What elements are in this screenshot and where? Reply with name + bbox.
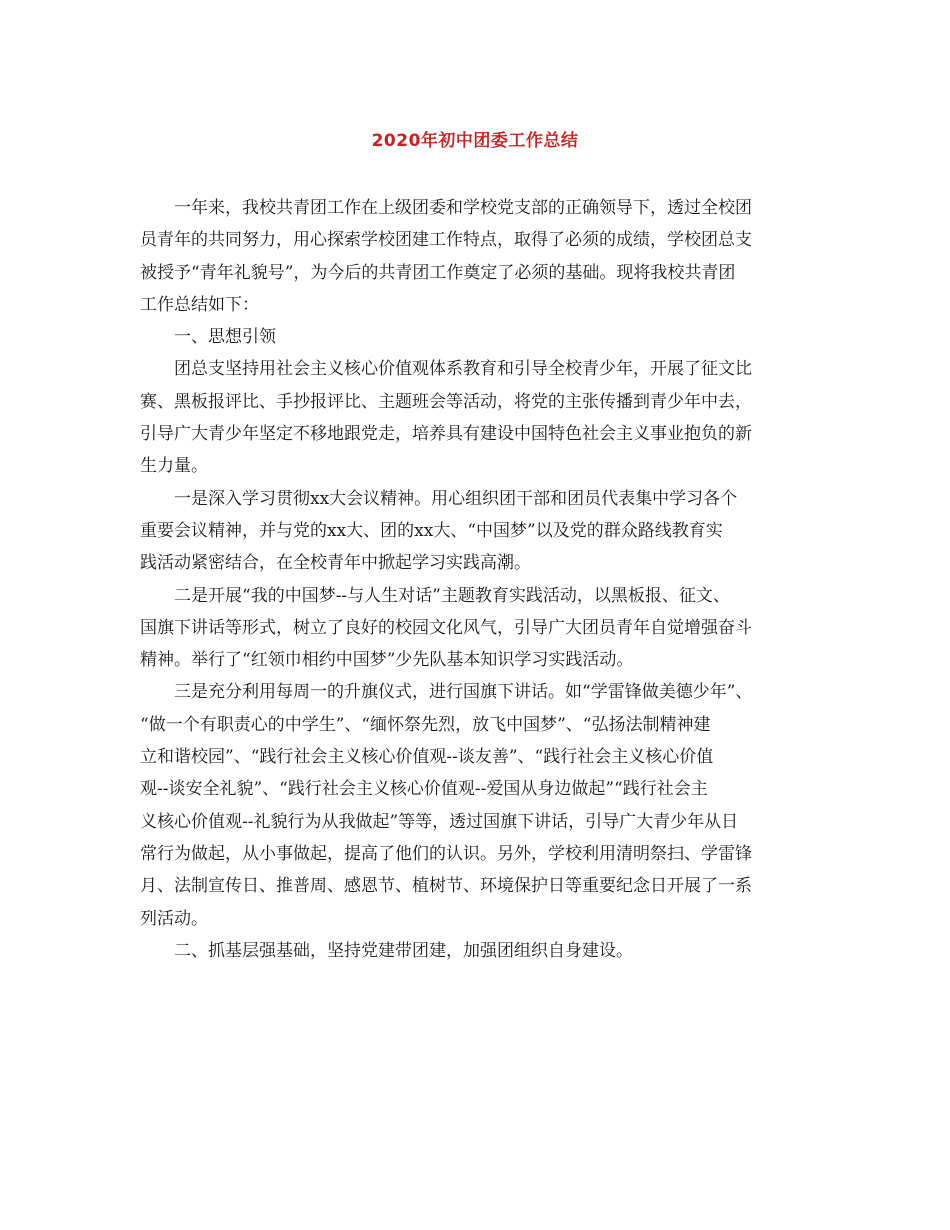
document-body: [140, 192, 812, 967]
paragraph-ideology: 团总支坚持用社会主义核心价值观体系教育和引导全校青少年，开展了征文比 赛、黑板报评比、手抄报评比、主题班会等活动，将党的主张传播到青少年中去， 引导广大青少年坚定不移地跟党走，培养具有建设中国特色社会主义事业抱负的新 生力量。: [140, 359, 752, 477]
section-heading-grassroots: 二、抓基层强基础，坚持党建带团建，加强团组织自身建设。: [174, 940, 633, 961]
section-heading-ideology: 一、思想引领: [174, 327, 276, 348]
document-title: 2020年初中团委工作总结: [371, 131, 579, 151]
paragraph-point-three: 三是充分利用每周一的升旗仪式，进行国旗下讲话。如“学雷锋做美德少年”、 “做一个有职责心的中学生”、“缅怀祭先烈，放飞中国梦”、“弘扬法制精神建 立和谐校园”、“践行社会主义核心价值观--谈友善”、“践行社会主义核心价值 观--谈安全礼貌”、“践行社会主义核心价值观--爱国从身边做起”“践行社会主 义核心价值观--礼貌行为从我做起”等等，透过国旗下讲话，引导广大青少年从日 常行为做起，从小事做起，提高了他们的认识。另外，学校利用清明祭扫、学雷锋 月、法制宣传日、推普周、感恩节、植树节、环境保护日等重要纪念日开展了一系 列活动。: [140, 682, 753, 929]
paragraph-point-one: 一是深入学习贯彻xx大会议精神。用心组织团干部和团员代表集中学习各个 重要会议精神，并与党的xx大、团的xx大、“中国梦”以及党的群众路线教育实 践活动紧密结合，在全校青年中掀起学习实践高潮。: [140, 488, 738, 574]
paragraph-intro: 一年来，我校共青团工作在上级团委和学校党支部的正确领导下，透过全校团 员青年的共同努力，用心探索学校团建工作特点，取得了必须的成绩，学校团总支 被授予“青年礼貌号”，为今后的共青团工作奠定了必须的基础。现将我校共青团 工作总结如下：: [140, 198, 752, 315]
paragraph-point-two: 二是开展“我的中国梦--与人生对话”主题教育实践活动，以黑板报、征文、 国旗下讲话等形式，树立了良好的校园文化风气，引导广大团员青年自觉增强奋斗 精神。举行了“红领巾相约中国梦”少先队基本知识学习实践活动。: [140, 585, 752, 671]
